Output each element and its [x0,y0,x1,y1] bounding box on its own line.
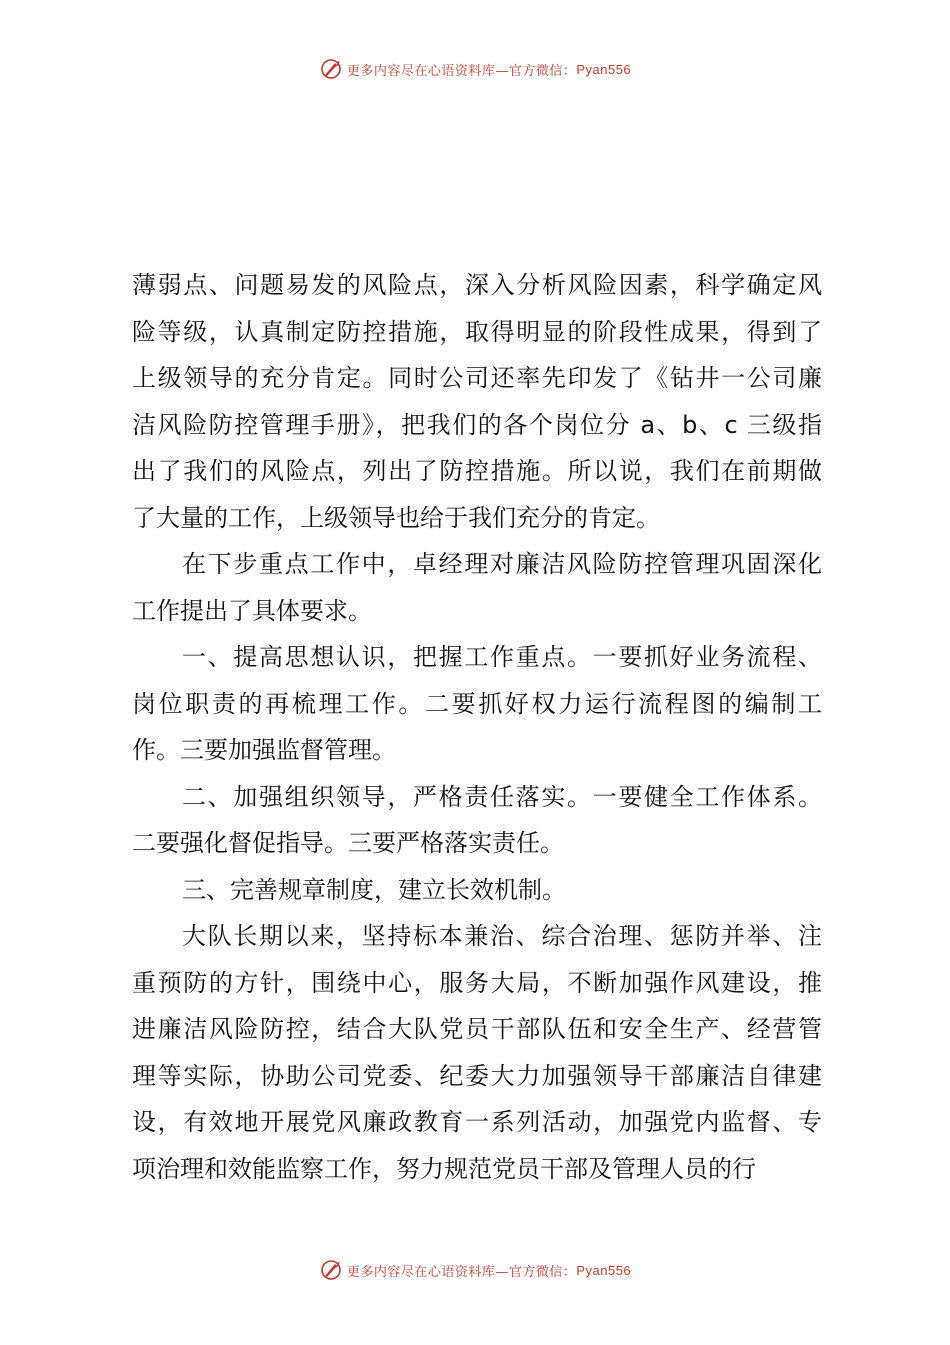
header-watermark [0,54,950,84]
text-line: 出了我们的风险点，列出了防控措施。所以说，我们在前期做 [132,457,822,485]
text-line: 洁风险防控管理手册》，把我们的各个岗位分 a、b、c 三级指 [132,410,822,439]
text-line: 重预防的方针，围绕中心，服务大局，不断加强作风建设，推 [132,968,822,997]
text-line: 工作提出了具体要求。 [132,596,372,625]
text-line: 作。三要加强监督管理。 [132,736,396,764]
text-line: 了大量的工作，上级领导也给于我们充分的肯定。 [132,503,660,532]
quill-logo-icon [319,57,343,81]
text-line: 进廉洁风险防控，结合大队党员干部队伍和安全生产、经营管 [132,1015,822,1043]
watermark-handle: Pyan556 [576,61,632,77]
watermark-text: 更多内容尽在心语资料库—官方微信： [346,1264,577,1280]
text-line: 岗位职责的再梳理工作。二要抓好权力运行流程图的编制工 [132,689,822,718]
quill-logo-icon [319,1258,343,1282]
watermark-handle: Pyan556 [576,1262,632,1278]
text-line: 薄弱点、问题易发的风险点，深入分析风险因素，科学确定风 [132,271,822,299]
footer-watermark [0,1255,950,1285]
document-body [132,262,822,1192]
text-line: 理等实际，协助公司党委、纪委大力加强领导干部廉洁自律建 [132,1061,822,1090]
text-line: 一、提高思想认识，把握工作重点。一要抓好业务流程、 [182,643,822,671]
text-line: 上级领导的充分肯定。同时公司还率先印发了《钻井一公司廉 [132,364,822,392]
text-line: 大队长期以来，坚持标本兼治、综合治理、惩防并举、注 [182,922,822,950]
text-line: 二要强化督促指导。三要严格落实责任。 [132,829,564,857]
text-line: 设，有效地开展党风廉政教育一系列活动，加强党内监督、专 [132,1108,822,1136]
text-line: 三、完善规章制度，建立长效机制。 [182,875,566,904]
watermark-text: 更多内容尽在心语资料库—官方微信： [346,63,577,79]
text-line: 项治理和效能监察工作，努力规范党员干部及管理人员的行 [132,1154,756,1183]
text-line: 二、加强组织领导，严格责任落实。一要健全工作体系。 [182,782,822,811]
text-line: 险等级，认真制定防控措施，取得明显的阶段性成果，得到了 [132,317,822,346]
text-line: 在下步重点工作中，卓经理对廉洁风险防控管理巩固深化 [182,550,822,578]
